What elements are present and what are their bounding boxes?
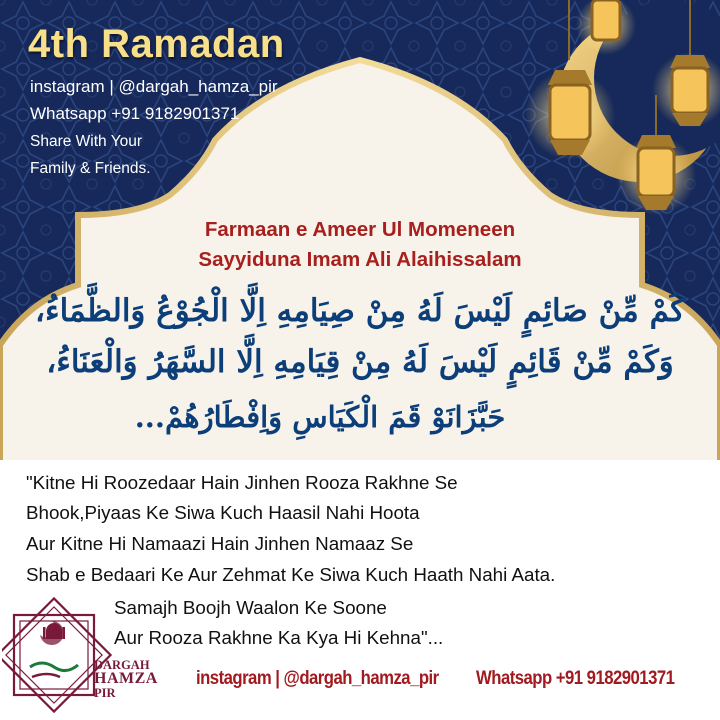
translation-line1: "Kitne Hi Roozedaar Hain Jinhen Rooza Rakhne Se	[26, 472, 458, 493]
heading-line1: Farmaan e Ameer Ul Momeneen	[204, 218, 516, 241]
translation-line4: Shab e Bedaari Ke Aur Zehmat Ke Siwa Kuch Haath Nahi Aata.	[26, 564, 556, 585]
page-title: 4th Ramadan	[28, 22, 285, 66]
share-text-line1: Share With Your	[30, 133, 143, 150]
mosque-icon	[40, 621, 65, 645]
arabic-line1: كَمْ مِّنْ صَائِمٍ لَيْسَ لَهُ مِنْ صِيَامِهِ اِلَّا الْجُوْعُ وَالظَّمَاءُ،	[35, 293, 685, 329]
arabic-line3: حَبَّزَانَوْ قَمَ الْكَيَاسِ وَاِفْطَارُهُمْ...	[134, 400, 506, 434]
translation-line2: Bhook,Piyaas Ke Siwa Kuch Haasil Nahi Hoota	[26, 502, 420, 523]
instagram-handle: instagram | @dargah_hamza_pir	[30, 77, 278, 96]
logo-text-dargah: DARGAH	[94, 658, 150, 672]
translation-line6: Aur Rooza Rakhne Ka Kya Hi Kehna"...	[114, 627, 444, 648]
share-text-line2: Family & Friends.	[30, 160, 151, 177]
arabic-line2: وَكَمْ مِّنْ قَائِمٍ لَيْسَ لَهُ مِنْ قِيَامِهِ اِلَّا السَّهَرُ وَالْعَنَاءُ،	[46, 344, 674, 380]
whatsapp-number: Whatsapp +91 9182901371	[30, 104, 240, 123]
logo-text-hamza: HAMZA	[94, 670, 158, 687]
logo-text-pir: PIR	[94, 686, 116, 700]
translation-line3: Aur Kitne Hi Namaazi Hain Jinhen Namaaz Se	[26, 533, 414, 554]
translation-line5: Samajh Boojh Waalon Ke Soone	[114, 597, 387, 618]
heading-line2: Sayyiduna Imam Ali Alaihissalam	[198, 248, 522, 271]
footer-whatsapp: Whatsapp +91 9182901371	[476, 668, 675, 689]
footer-instagram: instagram | @dargah_hamza_pir	[196, 668, 439, 689]
logo-text	[94, 658, 158, 700]
